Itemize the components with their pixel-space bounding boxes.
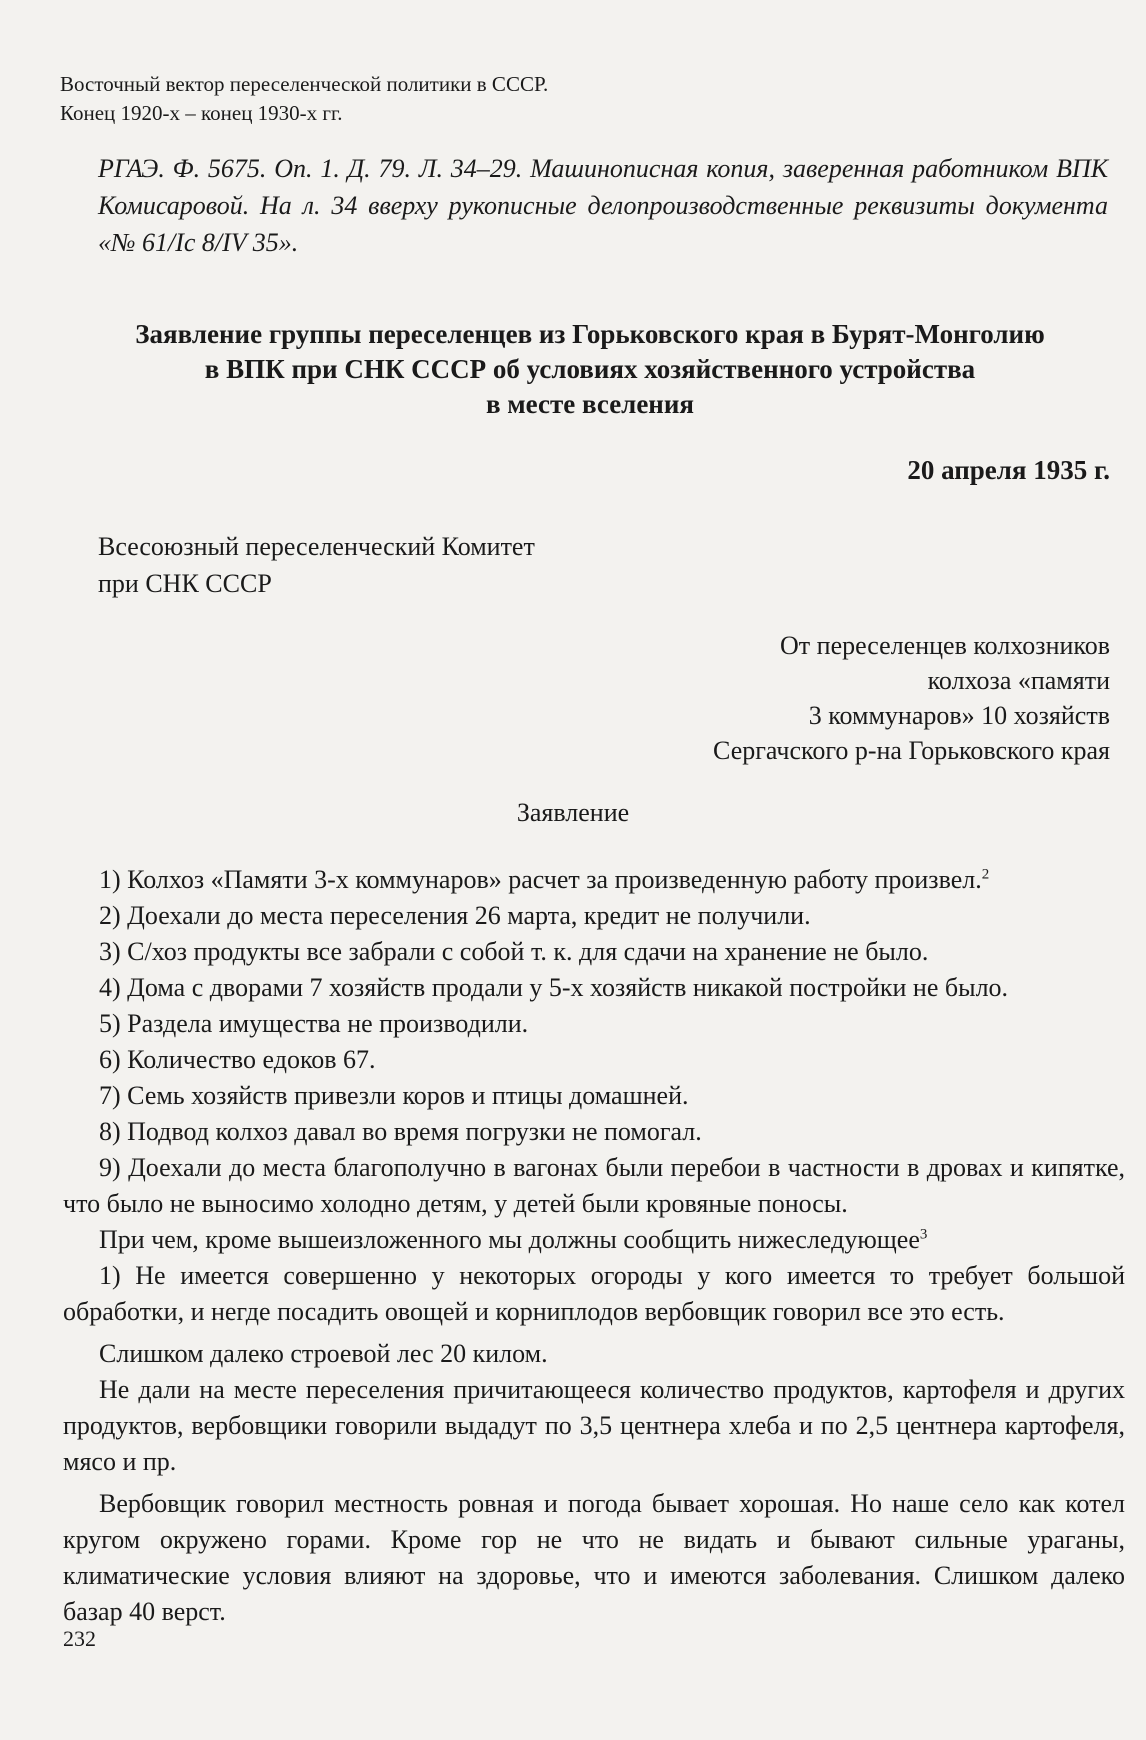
sender-line-3: 3 коммунаров» 10 хозяйств	[808, 701, 1110, 730]
list-item: 2) Доехали до места переселения 26 марта, кредит не получили.	[99, 901, 811, 930]
paragraph: Слишком далеко строевой лес 20 килом.	[99, 1339, 548, 1368]
addressee-line-2: при СНК СССР	[98, 569, 272, 598]
list-item: 8) Подвод колхоз давал во время погрузки не помогал.	[99, 1117, 702, 1146]
title-line-1: Заявление группы переселенцев из Горьковского края в Бурят-Монголию	[135, 319, 1045, 349]
paragraph: Не дали на месте переселения причитающееся количество продуктов, картофеля и других продуктов, вербовщики говорили выдадут по 3,5 центнера хлеба и по 2,5 центнера картофеля, мясо и пр.	[63, 1375, 1125, 1476]
page-number: 232	[63, 1626, 96, 1651]
statement-body	[63, 862, 1125, 1630]
document-date: 20 апреля 1935 г.	[907, 455, 1110, 485]
sender-line-1: От переселенцев колхозников	[780, 631, 1110, 660]
addressee	[98, 528, 535, 602]
addressee-line-1: Всесоюзный переселенческий Комитет	[98, 532, 535, 561]
paragraph: 1) Не имеется совершенно у некоторых огороды у кого имеется то требует большой обработки, и негде посадить овощей и корниплодов вербовщик говорил все это есть.	[63, 1261, 1125, 1326]
sender-line-2: колхоза «памяти	[927, 666, 1110, 695]
list-item-text: 1) Колхоз «Памяти 3-х коммунаров» расчет за произведенную работу произвел.	[99, 865, 982, 894]
list-item: 5) Раздела имущества не производили.	[99, 1009, 529, 1038]
running-header-line-2: Конец 1920-х – конец 1930-х гг.	[60, 101, 343, 125]
running-header-line-1: Восточный вектор переселенческой политики в СССР.	[60, 72, 549, 96]
paragraph-text: При чем, кроме вышеизложенного мы должны сообщить нижеследующее	[99, 1225, 920, 1254]
list-item: 6) Количество едоков 67.	[99, 1045, 376, 1074]
list-item: 3) С/хоз продукты все забрали с собой т. к. для сдачи на хранение не было.	[99, 937, 929, 966]
sender-line-4: Сергачского р-на Горьковского края	[713, 736, 1110, 765]
document-title	[80, 317, 1100, 422]
title-line-3: в месте вселения	[485, 389, 695, 419]
list-item: 4) Дома с дворами 7 хозяйств продали у 5-х хозяйств никакой постройки не было.	[99, 973, 1009, 1002]
list-item: 9) Доехали до места благополучно в вагонах были перебои в частности в дровах и кипятке, что было не выносимо холодно детям, у детей были кровяные поносы.	[63, 1153, 1125, 1218]
running-header	[60, 70, 548, 128]
title-line-2: в ВПК при СНК СССР об условиях хозяйственного устройства	[204, 354, 976, 384]
archive-note: РГАЭ. Ф. 5675. Оп. 1. Д. 79. Л. 34–29. Машинописная копия, заверенная работником ВПК Комисаровой. На л. 34 вверху рукописные делопроизводственные реквизиты документа «№ 61/Іс 8/IV 35».	[98, 154, 1108, 257]
paragraph	[63, 1222, 1125, 1258]
paragraph: Вербовщик говорил местность ровная и погода бывает хорошая. Но наше село как котел кругом окружено горами. Кроме гор не что не видать и бывают сильные ураганы, климатические условия влияют на здоровье, что и имеются заболевания. Слишком далеко базар 40 верст.	[63, 1489, 1125, 1626]
list-item	[63, 862, 1125, 898]
sender	[713, 628, 1110, 768]
list-item: 7) Семь хозяйств привезли коров и птицы домашней.	[99, 1081, 689, 1110]
statement-heading: Заявление	[516, 798, 630, 827]
footnote-ref: 2	[981, 866, 990, 883]
footnote-ref: 3	[919, 1226, 928, 1243]
